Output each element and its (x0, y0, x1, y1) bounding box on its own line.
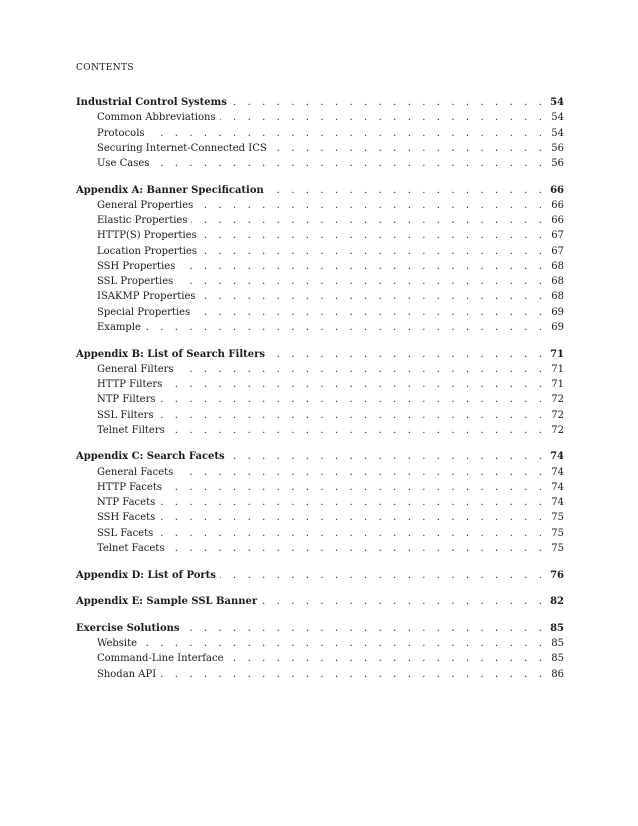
toc-subentry[interactable] (76, 423, 564, 438)
dot-leader (194, 305, 546, 320)
dot-leader (261, 594, 546, 609)
toc-subentry-label: SSL Filters (97, 409, 154, 421)
toc-page-number: 68 (551, 291, 564, 303)
dot-leader (231, 95, 546, 110)
toc-subentry-label: Telnet Facets (97, 542, 165, 554)
toc-page-number: 67 (551, 230, 564, 242)
toc-subentry[interactable] (76, 198, 564, 213)
toc-page-number: 66 (551, 215, 564, 227)
toc-subentry-label: Elastic Properties (97, 215, 188, 227)
toc-subentry-label: Protocols (97, 127, 145, 139)
dot-leader (179, 259, 546, 274)
dot-leader (158, 408, 546, 423)
dot-leader (227, 651, 546, 666)
toc-page-number: 75 (551, 542, 564, 554)
toc-subentry[interactable] (76, 126, 564, 141)
dot-leader (166, 480, 546, 495)
toc-subentry[interactable] (76, 541, 564, 556)
dot-leader (229, 449, 546, 464)
toc-section-entry[interactable] (76, 183, 564, 198)
dot-leader (184, 621, 546, 636)
toc-subentry-label: Shodan API (97, 668, 157, 680)
toc-section-entry[interactable] (76, 95, 564, 110)
toc-subentry[interactable] (76, 110, 564, 125)
dot-leader (177, 465, 546, 480)
toc-page-number: 72 (551, 424, 564, 436)
dot-leader (160, 392, 546, 407)
toc-subentry[interactable] (76, 213, 564, 228)
toc-page-number: 74 (551, 497, 564, 509)
toc-page-number: 71 (551, 363, 564, 375)
toc-section (76, 594, 564, 609)
toc-page-number: 75 (551, 527, 564, 539)
toc-page-number: 75 (551, 512, 564, 524)
toc-page-number: 66 (550, 184, 564, 196)
dot-leader (191, 213, 546, 228)
toc-subentry[interactable] (76, 320, 564, 335)
toc-section (76, 183, 564, 336)
toc-subentry[interactable] (76, 305, 564, 320)
toc-subentry[interactable] (76, 667, 564, 682)
toc-subentry-label: Location Properties (97, 245, 197, 257)
toc-section-entry[interactable] (76, 449, 564, 464)
toc-section (76, 568, 564, 583)
dot-leader (153, 156, 546, 171)
toc-section-entry[interactable] (76, 568, 564, 583)
toc-section-title: Appendix B: List of Search Filters (76, 348, 265, 360)
toc-page-number: 72 (551, 409, 564, 421)
toc-page-number: 66 (551, 199, 564, 211)
toc-subentry[interactable] (76, 465, 564, 480)
toc-subentry[interactable] (76, 141, 564, 156)
toc-page-number: 85 (551, 653, 564, 665)
toc-page-number: 68 (551, 260, 564, 272)
toc-subentry[interactable] (76, 228, 564, 243)
dot-leader (201, 244, 546, 259)
toc-subentry-label: Special Properties (97, 306, 191, 318)
toc-subentry[interactable] (76, 651, 564, 666)
toc-subentry-label: General Filters (97, 363, 174, 375)
toc-page-number: 72 (551, 394, 564, 406)
toc-subentry-label: Telnet Filters (97, 424, 165, 436)
toc-page-number: 85 (550, 622, 564, 634)
dot-leader (200, 289, 546, 304)
dot-leader (160, 667, 546, 682)
toc-subentry-label: ISAKMP Properties (97, 291, 196, 303)
toc-section (76, 621, 564, 682)
dot-leader (168, 541, 546, 556)
toc-page-number: 74 (550, 451, 564, 463)
dot-leader (178, 362, 546, 377)
toc-page-number: 54 (551, 112, 564, 124)
toc-page-number: 69 (551, 321, 564, 333)
toc-page-number: 56 (551, 142, 564, 154)
toc-subentry[interactable] (76, 510, 564, 525)
toc-section-title: Industrial Control Systems (76, 97, 227, 108)
dot-leader (159, 510, 546, 525)
toc-subentry-label: HTTP Filters (97, 379, 163, 391)
toc-section-title: Appendix E: Sample SSL Banner (76, 596, 258, 608)
toc-subentry-label: General Facets (97, 466, 174, 478)
dot-leader (269, 347, 546, 362)
dot-leader (159, 495, 546, 510)
toc-subentry-label: Example (97, 321, 141, 333)
dot-leader (145, 320, 546, 335)
toc-page-number: 85 (551, 638, 564, 650)
toc-subentry[interactable] (76, 480, 564, 495)
toc-subentry-label: SSL Properties (97, 276, 174, 288)
dot-leader (141, 636, 546, 651)
toc-subentry-label: SSH Properties (97, 260, 176, 272)
toc-section-title: Appendix C: Search Facets (76, 451, 225, 463)
toc-subentry[interactable] (76, 259, 564, 274)
toc-page-number: 56 (551, 158, 564, 169)
toc-subentry-label: General Properties (97, 199, 194, 211)
dot-leader (177, 274, 546, 289)
dot-leader (149, 126, 546, 141)
dot-leader (268, 183, 546, 198)
toc-subentry-label: NTP Facets (97, 497, 156, 509)
toc-page-number: 71 (550, 348, 564, 360)
toc-page-number: 86 (551, 668, 564, 680)
toc-subentry-label: HTTP Facets (97, 481, 163, 493)
dot-leader (271, 141, 546, 156)
toc-subentry[interactable] (76, 289, 564, 304)
table-of-contents (76, 95, 564, 693)
toc-section (76, 449, 564, 556)
dot-leader (201, 228, 546, 243)
toc-section (76, 347, 564, 439)
toc-page-number: 82 (550, 596, 564, 608)
toc-subentry[interactable] (76, 274, 564, 289)
toc-page-number: 68 (551, 276, 564, 288)
toc-subentry[interactable] (76, 408, 564, 423)
toc-page-number: 67 (551, 245, 564, 257)
toc-subentry[interactable] (76, 377, 564, 392)
toc-subentry-label: NTP Filters (97, 394, 156, 406)
toc-subentry-label: SSH Facets (97, 512, 156, 524)
toc-subentry[interactable] (76, 244, 564, 259)
toc-subentry[interactable] (76, 362, 564, 377)
toc-page-number: 69 (551, 306, 564, 318)
dot-leader (169, 423, 546, 438)
toc-page-number: 54 (550, 97, 564, 108)
running-header: CONTENTS (76, 63, 134, 73)
toc-subentry[interactable] (76, 495, 564, 510)
toc-section-title: Appendix A: Banner Specification (76, 184, 264, 196)
toc-page-number: 74 (551, 466, 564, 478)
toc-page-number: 71 (551, 379, 564, 391)
dot-leader (166, 377, 546, 392)
toc-subentry[interactable] (76, 526, 564, 541)
toc-subentry-label: Website (97, 638, 138, 650)
toc-subentry-label: Securing Internet-Connected ICS (97, 142, 267, 154)
toc-subentry-label: HTTP(S) Properties (97, 230, 197, 242)
dot-leader (157, 526, 546, 541)
toc-subentry[interactable] (76, 636, 564, 651)
toc-subentry-label: Use Cases (97, 158, 150, 169)
dot-leader (220, 110, 546, 125)
toc-section-entry[interactable] (76, 621, 564, 636)
toc-page-number: 54 (551, 127, 564, 139)
toc-subentry-label: Command-Line Interface (97, 653, 224, 665)
toc-section-entry[interactable] (76, 347, 564, 362)
toc-subentry-label: Common Abbreviations (97, 112, 216, 124)
dot-leader (220, 568, 546, 583)
dot-leader (197, 198, 546, 213)
toc-subentry-label: SSL Facets (97, 527, 154, 539)
toc-page-number: 76 (550, 569, 564, 581)
toc-subentry[interactable] (76, 156, 564, 171)
toc-section (76, 95, 564, 171)
toc-section-entry[interactable] (76, 594, 564, 609)
toc-section-title: Appendix D: List of Ports (76, 569, 216, 581)
toc-page-number: 74 (551, 481, 564, 493)
toc-section-title: Exercise Solutions (76, 622, 180, 634)
toc-subentry[interactable] (76, 392, 564, 407)
